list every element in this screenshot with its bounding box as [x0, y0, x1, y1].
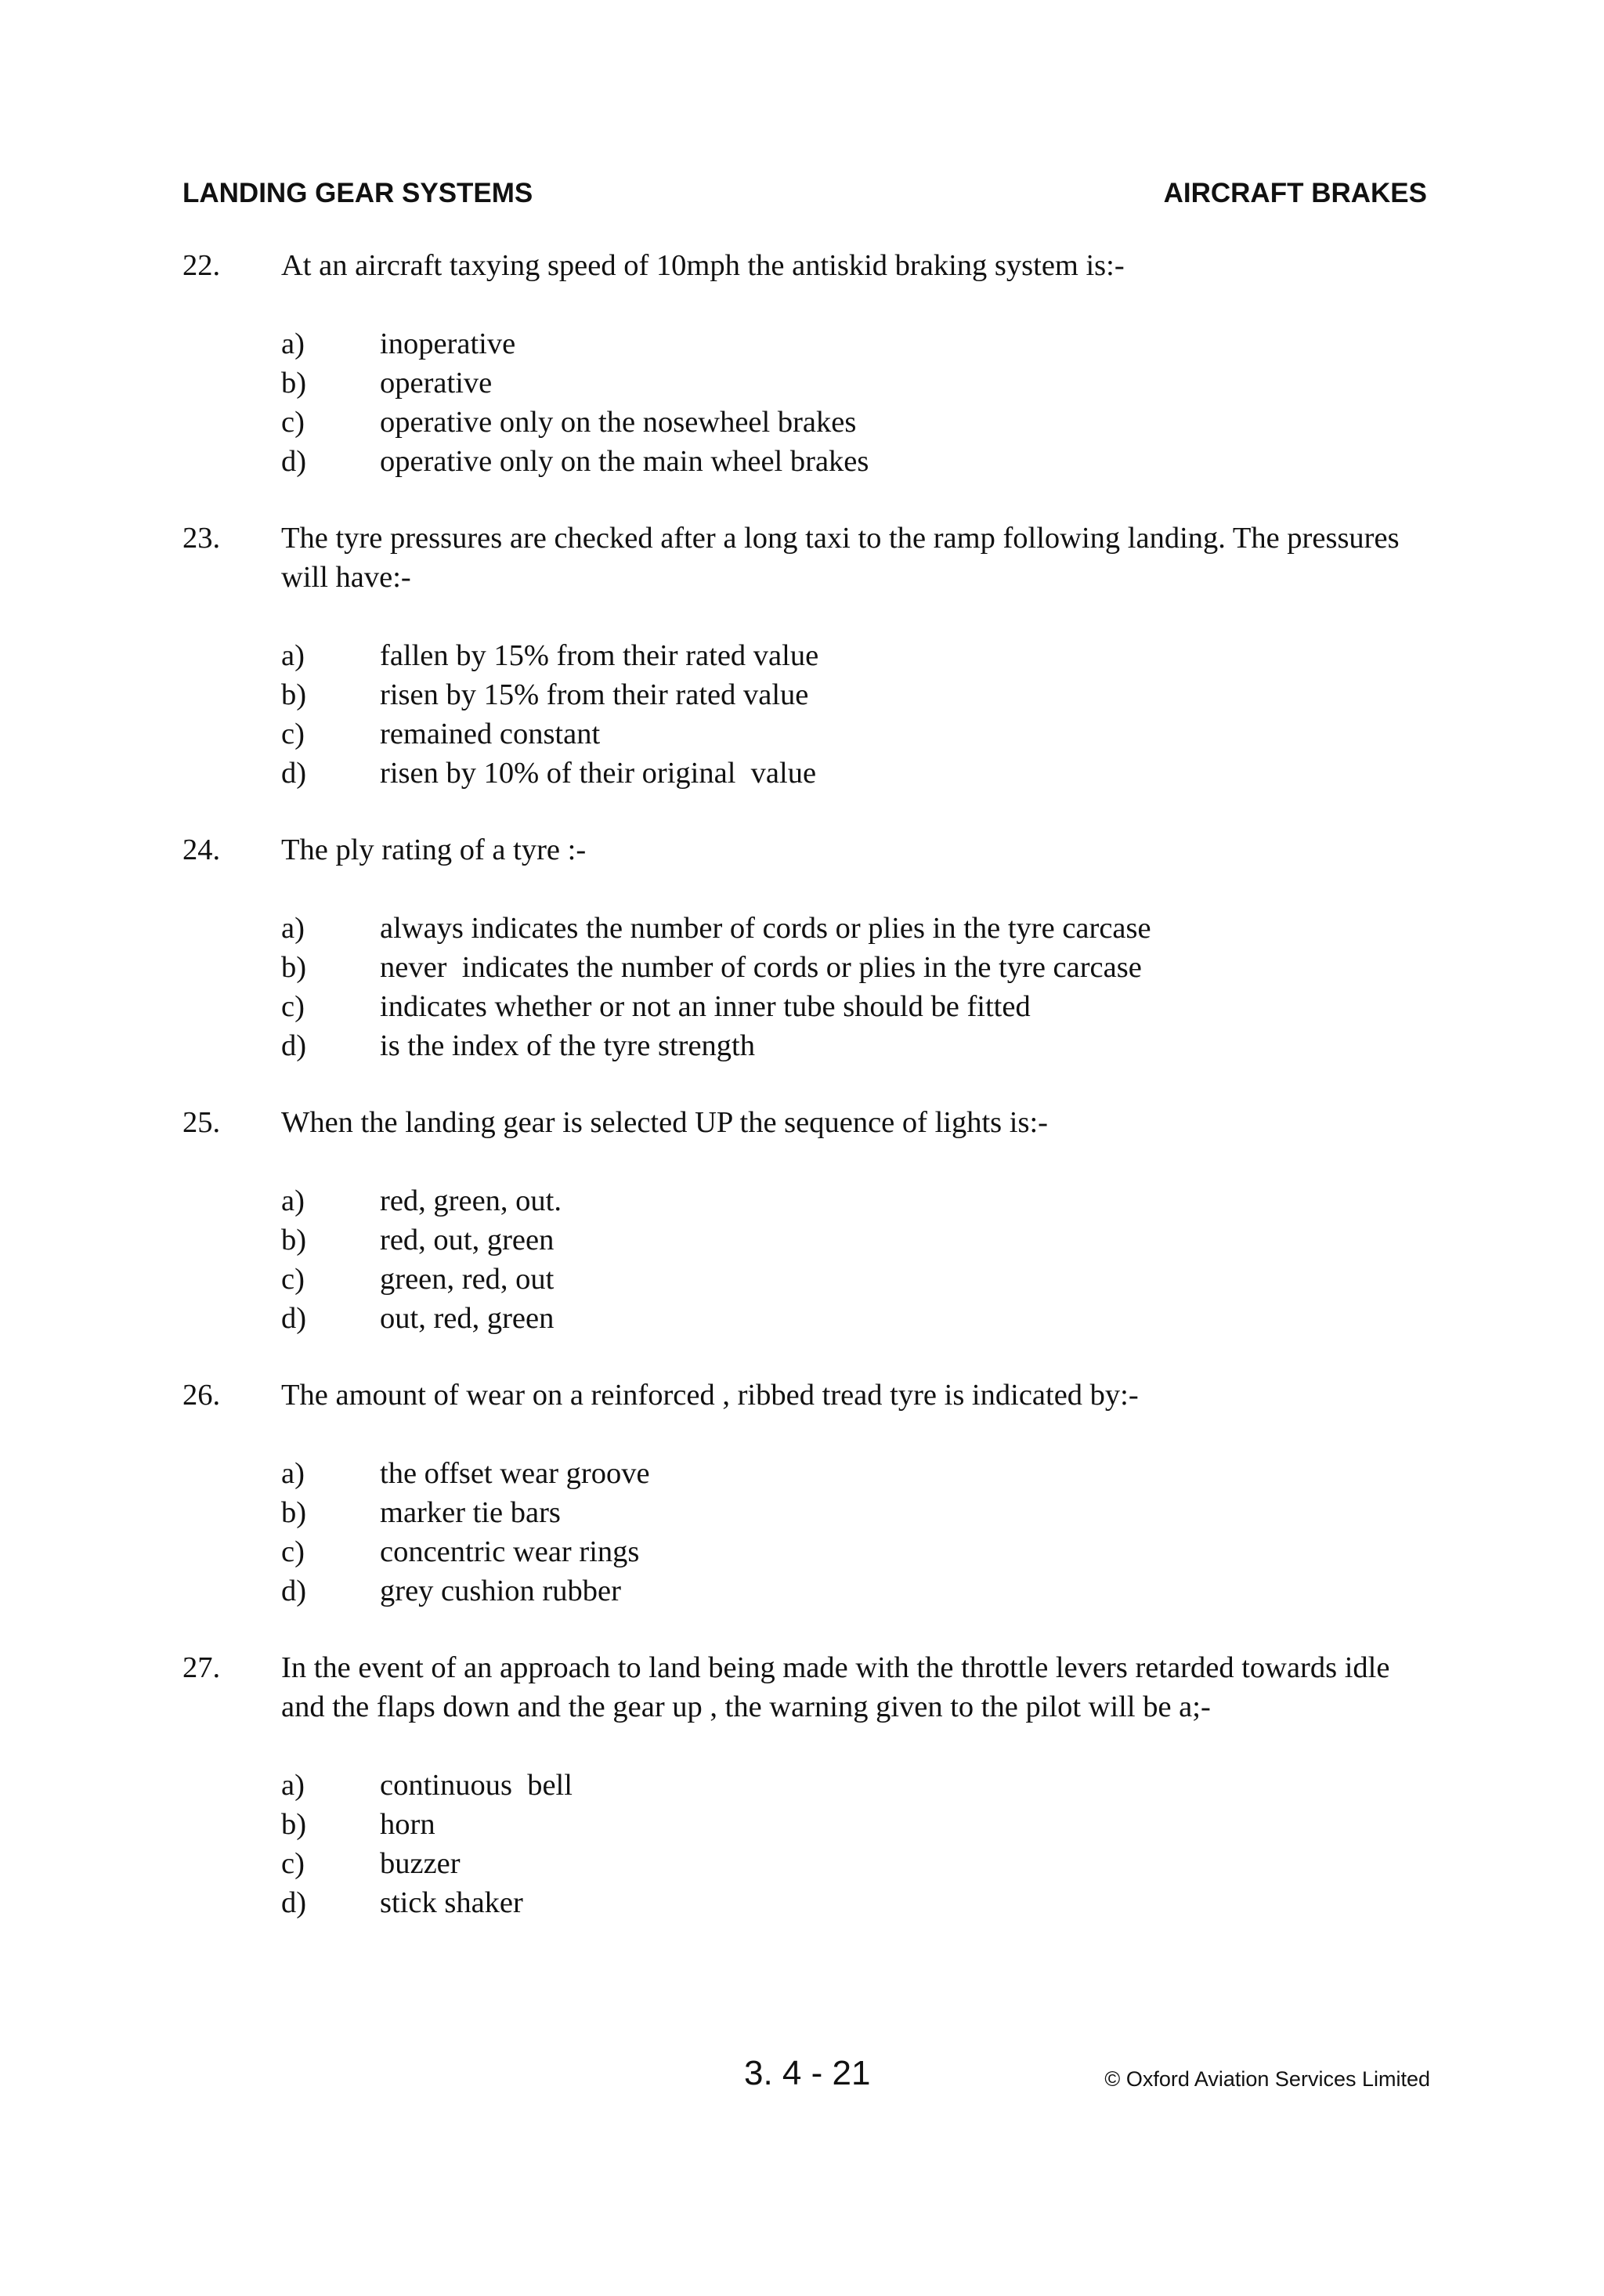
question-text: The amount of wear on a reinforced , ribbed tread tyre is indicated by:- [281, 1379, 1139, 1412]
option-a [182, 909, 1436, 948]
option-text: out, red, green [380, 1302, 555, 1335]
option-a [182, 324, 1436, 363]
option-label: b) [281, 1224, 307, 1256]
option-label: d) [281, 1886, 307, 1919]
option-label: b) [281, 951, 307, 984]
option-c [182, 1532, 1436, 1571]
option-b [182, 363, 1436, 403]
option-label: b) [281, 1808, 307, 1841]
question-27 [182, 1648, 1436, 1922]
option-text: red, green, out. [380, 1184, 562, 1217]
option-list [182, 1766, 1436, 1922]
option-b [182, 1220, 1436, 1260]
option-label: d) [281, 757, 307, 790]
option-a [182, 1766, 1436, 1805]
option-label: c) [281, 1263, 305, 1296]
option-label: a) [281, 1457, 305, 1490]
question-number: 24. [182, 833, 221, 866]
option-text: always indicates the number of cords or plies in the tyre carcase [380, 912, 1151, 945]
option-text: marker tie bars [380, 1496, 561, 1529]
option-label: a) [281, 912, 305, 945]
option-text: concentric wear rings [380, 1535, 640, 1568]
option-c [182, 1844, 1436, 1883]
question-text: The ply rating of a tyre :- [281, 833, 587, 866]
option-text: operative [380, 367, 493, 400]
option-label: a) [281, 327, 305, 360]
question-text: At an aircraft taxying speed of 10mph the antiskid braking system is:- [281, 249, 1125, 282]
question-text: When the landing gear is selected UP the sequence of lights is:- [281, 1106, 1048, 1139]
option-text: horn [380, 1808, 435, 1841]
copyright-notice: © Oxford Aviation Services Limited [1104, 2067, 1430, 2091]
option-text: never indicates the number of cords or plies in the tyre carcase [380, 951, 1142, 984]
option-list [182, 636, 1436, 793]
option-c [182, 714, 1436, 754]
option-c [182, 987, 1436, 1026]
option-label: a) [281, 1184, 305, 1217]
option-text: is the index of the tyre strength [380, 1029, 755, 1062]
option-label: c) [281, 718, 305, 750]
option-label: c) [281, 406, 305, 439]
question-number: 27. [182, 1651, 221, 1684]
option-text: operative only on the nosewheel brakes [380, 406, 857, 439]
option-text: risen by 10% of their original value [380, 757, 817, 790]
option-label: d) [281, 445, 307, 478]
page-number: 3. 4 - 21 [744, 2054, 871, 2092]
option-text: fallen by 15% from their rated value [380, 639, 819, 672]
option-text: stick shaker [380, 1886, 523, 1919]
option-d [182, 1299, 1436, 1338]
option-label: b) [281, 367, 307, 400]
option-text: red, out, green [380, 1224, 555, 1256]
option-a [182, 636, 1436, 675]
option-list [182, 1181, 1436, 1338]
question-number: 23. [182, 522, 221, 555]
option-list [182, 1454, 1436, 1611]
option-list [182, 324, 1436, 481]
question-text: In the event of an approach to land being made with the throttle levers retarded towards idle and the flaps down and the gear up , the warning given to the pilot will be a;- [281, 1651, 1390, 1723]
option-d [182, 442, 1436, 481]
option-text: continuous bell [380, 1769, 573, 1802]
header-chapter-title: AIRCRAFT BRAKES [1163, 178, 1427, 208]
option-a [182, 1181, 1436, 1220]
question-text: The tyre pressures are checked after a long taxi to the ramp following landing. The pressures will have:- [281, 522, 1400, 594]
option-label: d) [281, 1029, 307, 1062]
option-label: a) [281, 639, 305, 672]
question-number: 22. [182, 249, 221, 282]
option-text: risen by 15% from their rated value [380, 678, 809, 711]
option-label: d) [281, 1575, 307, 1607]
option-text: green, red, out [380, 1263, 555, 1296]
option-label: b) [281, 678, 307, 711]
option-b [182, 675, 1436, 714]
option-text: the offset wear groove [380, 1457, 650, 1490]
option-text: indicates whether or not an inner tube should be fitted [380, 990, 1031, 1023]
option-label: d) [281, 1302, 307, 1335]
option-text: inoperative [380, 327, 516, 360]
option-list [182, 909, 1436, 1065]
option-b [182, 948, 1436, 987]
option-d [182, 1571, 1436, 1611]
option-c [182, 1260, 1436, 1299]
option-label: c) [281, 1847, 305, 1880]
option-label: b) [281, 1496, 307, 1529]
option-c [182, 403, 1436, 442]
question-number: 26. [182, 1379, 221, 1412]
header-section-title: LANDING GEAR SYSTEMS [182, 178, 533, 208]
option-d [182, 1883, 1436, 1922]
option-label: c) [281, 990, 305, 1023]
option-text: operative only on the main wheel brakes [380, 445, 869, 478]
option-label: a) [281, 1769, 305, 1802]
option-label: c) [281, 1535, 305, 1568]
option-b [182, 1805, 1436, 1844]
option-text: grey cushion rubber [380, 1575, 621, 1607]
option-d [182, 754, 1436, 793]
option-b [182, 1493, 1436, 1532]
question-22 [182, 246, 1436, 481]
option-d [182, 1026, 1436, 1065]
question-23 [182, 519, 1436, 793]
question-number: 25. [182, 1106, 221, 1139]
question-26 [182, 1376, 1436, 1611]
option-text: buzzer [380, 1847, 461, 1880]
question-25 [182, 1103, 1436, 1338]
option-a [182, 1454, 1436, 1493]
option-text: remained constant [380, 718, 601, 750]
question-24 [182, 830, 1436, 1065]
